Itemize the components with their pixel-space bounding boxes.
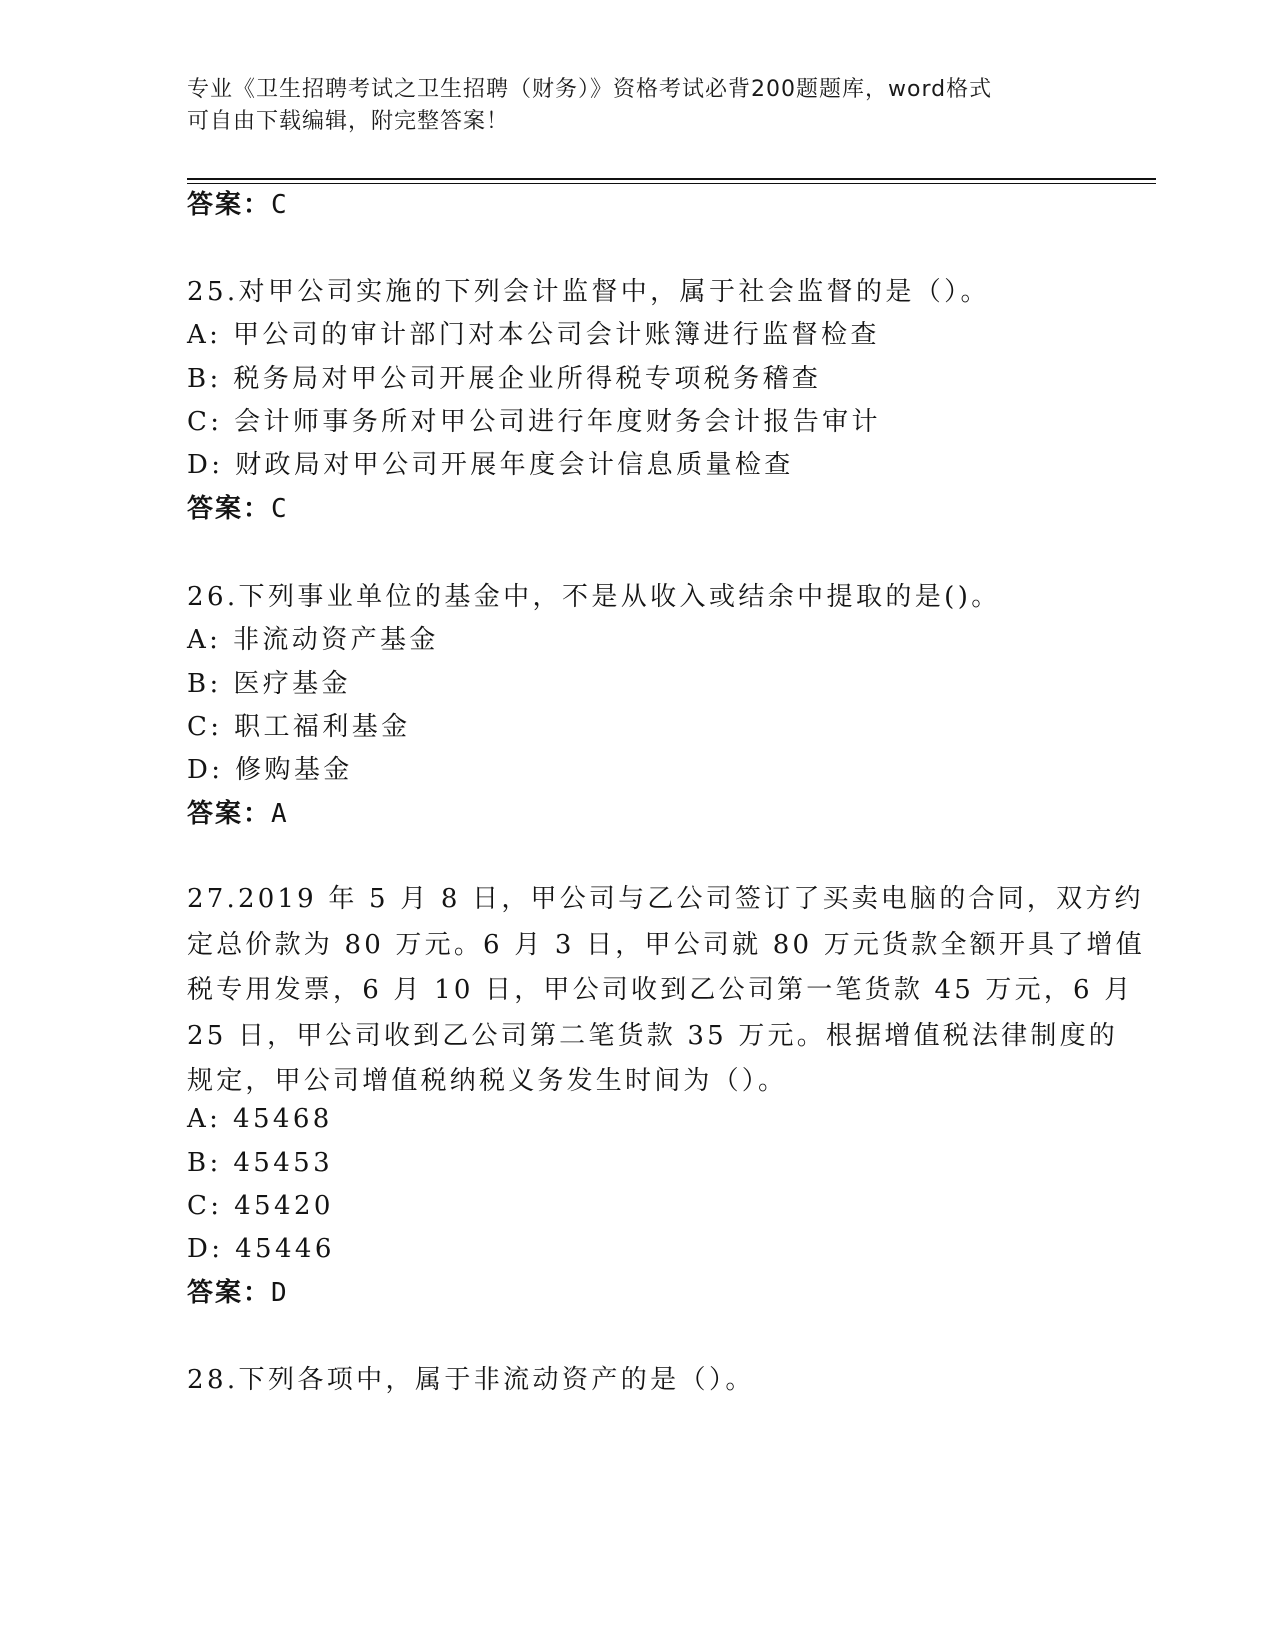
page-header — [187, 74, 1067, 138]
question-27-option-d: D: 45446 — [187, 1234, 335, 1264]
question-25-option-c: C: 会计师事务所对甲公司进行年度财务会计报告审计 — [187, 407, 881, 437]
answer-label: 答案： — [187, 494, 272, 524]
header-line-1: 专业《卫生招聘考试之卫生招聘（财务）》资格考试必背200题题库，word格式 — [187, 77, 993, 102]
header-divider-bottom — [187, 183, 1156, 184]
question-27-option-a: A: 45468 — [187, 1104, 333, 1134]
question-26-answer — [187, 797, 289, 831]
answer-line — [187, 188, 289, 222]
question-28-stem: 28.下列各项中，属于非流动资产的是（）。 — [187, 1365, 755, 1395]
question-27-answer — [187, 1276, 289, 1310]
answer-label: 答案： — [187, 190, 272, 220]
question-26-option-d: D: 修购基金 — [187, 755, 353, 785]
answer-value: A — [271, 799, 289, 829]
header-divider-top — [187, 178, 1156, 180]
question-27-stem — [187, 877, 1145, 1105]
question-27-stem-line: 规定，甲公司增值税纳税义务发生时间为（）。 — [187, 1066, 788, 1096]
answer-value: D — [271, 1278, 289, 1308]
header-line-2: 可自由下载编辑，附完整答案！ — [187, 109, 510, 134]
question-27-stem-line: 税专用发票，6 月 10 日，甲公司收到乙公司第一笔货款 45 万元，6 月 — [187, 975, 1134, 1005]
answer-label: 答案： — [187, 1278, 272, 1308]
answer-label: 答案： — [187, 799, 272, 829]
question-25-option-a: A: 甲公司的审计部门对本公司会计账簿进行监督检查 — [187, 320, 880, 350]
question-25-stem: 25.对甲公司实施的下列会计监督中，属于社会监督的是（）。 — [187, 277, 990, 307]
question-27-stem-line: 27.2019 年 5 月 8 日，甲公司与乙公司签订了买卖电脑的合同，双方约 — [187, 884, 1144, 914]
question-25-option-d: D: 财政局对甲公司开展年度会计信息质量检查 — [187, 450, 794, 480]
question-26-stem: 26.下列事业单位的基金中，不是从收入或结余中提取的是()。 — [187, 582, 1001, 612]
question-27-option-b: B: 45453 — [187, 1148, 334, 1178]
answer-value: C — [271, 494, 289, 524]
question-26-option-a: A: 非流动资产基金 — [187, 625, 439, 655]
question-25-answer — [187, 492, 289, 526]
question-27-option-c: C: 45420 — [187, 1191, 334, 1221]
question-27-stem-line: 定总价款为 80 万元。6 月 3 日，甲公司就 80 万元货款全额开具了增值 — [187, 929, 1145, 960]
answer-value: C — [271, 190, 289, 220]
question-26-option-c: C: 职工福利基金 — [187, 712, 411, 742]
question-27-stem-line: 25 日，甲公司收到乙公司第二笔货款 35 万元。根据增值税法律制度的 — [187, 1020, 1118, 1051]
question-25-option-b: B: 税务局对甲公司开展企业所得税专项税务稽查 — [187, 364, 822, 394]
question-26-option-b: B: 医疗基金 — [187, 669, 351, 699]
